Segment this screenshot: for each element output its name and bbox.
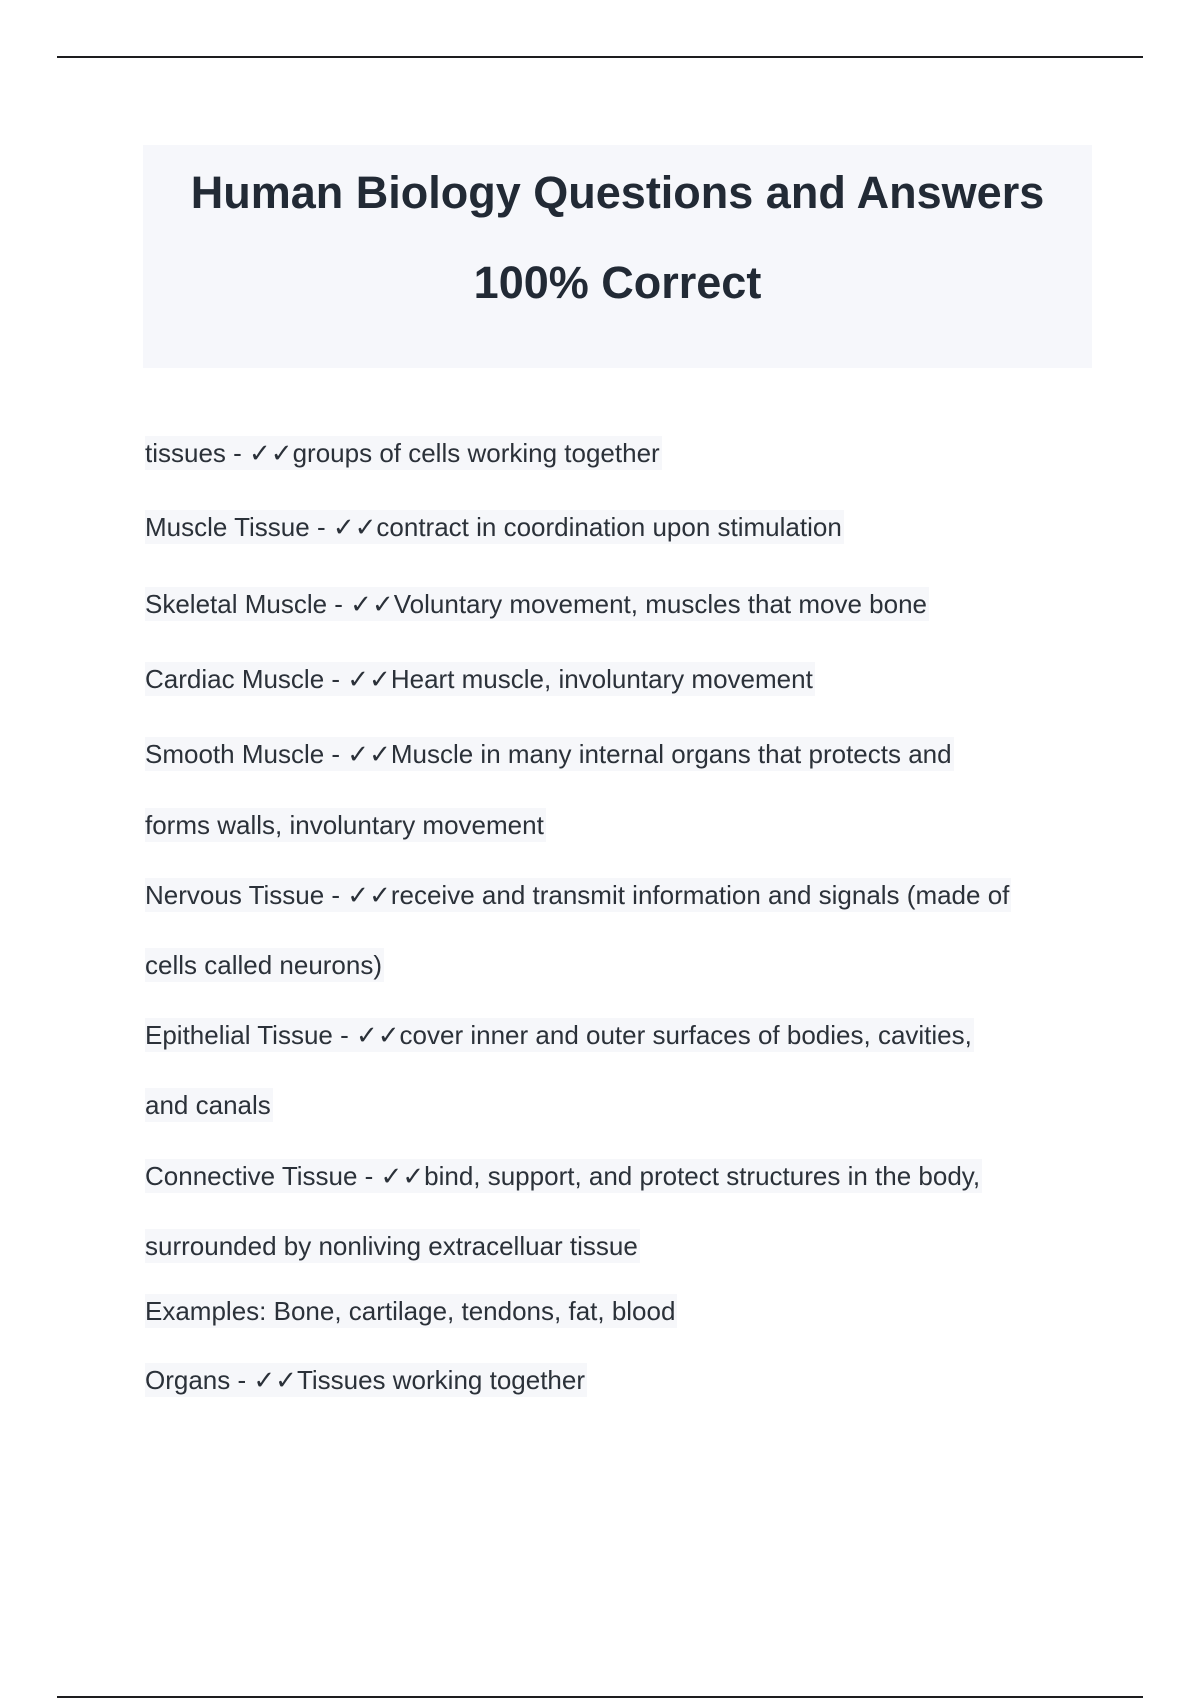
qa-line: surrounded by nonliving extracelluar tissue	[145, 1231, 638, 1261]
qa-line: forms walls, involuntary movement	[145, 810, 544, 840]
qa-line: cells called neurons)	[145, 950, 383, 980]
qa-line: Connective Tissue - ✓✓bind, support, and protect structures in the body,	[145, 1161, 981, 1191]
qa-line: Smooth Muscle - ✓✓Muscle in many internal organs that protects and	[145, 739, 952, 769]
page-title: Human Biology Questions and Answers	[190, 167, 1045, 218]
qa-line: Epithelial Tissue - ✓✓cover inner and outer surfaces of bodies, cavities,	[145, 1020, 972, 1050]
qa-line: tissues - ✓✓groups of cells working together	[145, 438, 660, 468]
qa-line: Organs - ✓✓Tissues working together	[145, 1365, 585, 1395]
qa-line: Nervous Tissue - ✓✓receive and transmit information and signals (made of	[145, 880, 1010, 910]
title-block	[143, 145, 1092, 368]
top-divider	[57, 56, 1143, 58]
qa-line: and canals	[145, 1090, 271, 1120]
qa-line: Cardiac Muscle - ✓✓Heart muscle, involuntary movement	[145, 664, 813, 694]
qa-line: Skeletal Muscle - ✓✓Voluntary movement, muscles that move bone	[145, 589, 928, 619]
qa-line: Muscle Tissue - ✓✓contract in coordination upon stimulation	[145, 512, 842, 542]
page-subtitle: 100% Correct	[473, 257, 762, 308]
bottom-divider	[57, 1696, 1143, 1698]
qa-line: Examples: Bone, cartilage, tendons, fat, blood	[145, 1296, 676, 1326]
